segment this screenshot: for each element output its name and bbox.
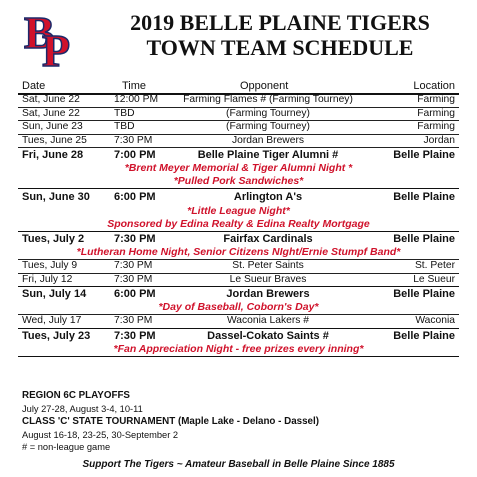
svg-text:P: P (42, 25, 71, 70)
table-row (18, 231, 459, 246)
game-time: TBD (114, 121, 135, 132)
game-time: 6:00 PM (114, 288, 156, 300)
game-time: TBD (114, 107, 135, 119)
game-date: Sun, June 30 (22, 191, 90, 203)
table-row (18, 286, 459, 301)
game-location: Belle Plaine (393, 191, 455, 203)
game-location: Farming (417, 107, 455, 119)
event-note: *Fan Appreciation Night - free prizes every inning* (18, 343, 459, 357)
belle-plaine-logo (20, 8, 78, 70)
game-date: Sun, July 14 (22, 288, 87, 300)
table-row (18, 274, 459, 287)
game-location: St. Peter (414, 260, 455, 271)
header-time: Time (122, 80, 147, 92)
table-row (18, 135, 459, 149)
game-date: Sun, June 23 (22, 121, 83, 132)
game-opponent: (Farming Tourney) (226, 121, 310, 132)
game-date: Tues, July 23 (22, 329, 91, 342)
event-note: *Little League Night* (187, 205, 290, 217)
state-tournament-dates: August 16-18, 23-25, 30-September 2 (22, 429, 179, 440)
game-date: Tues, July 2 (22, 233, 85, 245)
event-note: Sponsored by Edina Realty & Edina Realty Mortgage (107, 218, 370, 230)
event-note: *Lutheran Home Night, Senior Citizens NIght/Ernie Stumpf Band* (18, 246, 459, 260)
table-row (18, 328, 459, 343)
game-time: 7:30 PM (114, 315, 153, 326)
game-time: 7:00 PM (114, 149, 156, 161)
game-time: 7:30 PM (114, 260, 153, 271)
game-time: 7:30 PM (114, 233, 156, 245)
game-location: Farming (417, 94, 455, 105)
game-opponent: Dassel-Cokato Saints # (207, 329, 329, 342)
game-opponent: Arlington A's (233, 191, 303, 203)
legend-note: # = non-league game (22, 442, 111, 453)
game-time: 7:30 PM (114, 134, 153, 146)
game-date: Tues, July 9 (22, 260, 78, 271)
table-row (18, 94, 459, 108)
game-date: Wed, July 17 (22, 315, 82, 326)
game-location: Farming (417, 121, 455, 132)
game-location: Jordan (423, 134, 455, 146)
svg-text:B: B (24, 8, 55, 58)
table-row (18, 121, 459, 135)
game-time: 7:30 PM (114, 273, 153, 285)
game-opponent: Jordan Brewers (231, 134, 305, 146)
game-time: 7:30 PM (114, 329, 156, 342)
game-date: Fri, July 12 (22, 273, 73, 285)
game-opponent: Waconia Lakers # (226, 315, 310, 326)
header-date: Date (22, 80, 46, 92)
event-note: *Day of Baseball, Coborn's Day* (18, 301, 459, 315)
game-opponent: St. Peter Saints (232, 260, 304, 271)
game-location: Belle Plaine (393, 233, 455, 245)
playoff-info (22, 389, 319, 454)
game-location: Belle Plaine (393, 329, 455, 342)
game-opponent: (Farming Tourney) (226, 107, 310, 119)
game-location: Le Sueur (413, 273, 455, 285)
column-headers (18, 80, 459, 94)
game-opponent: Jordan Brewers (226, 288, 310, 300)
game-location: Waconia (415, 315, 455, 326)
game-opponent: Fairfax Cardinals (223, 233, 313, 245)
table-row (18, 315, 459, 328)
game-time: 12:00 PM (114, 94, 159, 105)
page-title (95, 10, 465, 60)
title-line-2: TOWN TEAM SCHEDULE (146, 35, 414, 60)
event-note: *Pulled Pork Sandwiches* (173, 175, 304, 187)
game-opponent: Farming Flames # (Farming Tourney) (183, 94, 353, 105)
schedule-table (18, 94, 459, 357)
table-row (18, 260, 459, 274)
tagline: Support The Tigers ~ Amateur Baseball in Belle Plaine Since 1885 (82, 459, 395, 470)
game-date: Tues, June 25 (22, 134, 87, 146)
game-location: Belle Plaine (393, 288, 455, 300)
table-row (18, 148, 459, 162)
game-date: Sat, June 22 (22, 94, 80, 105)
game-time: 6:00 PM (114, 191, 156, 203)
header-location: Location (413, 80, 455, 92)
game-location: Belle Plaine (393, 149, 455, 161)
header-opponent: Opponent (240, 80, 289, 92)
event-note: *Brent Meyer Memorial & Tiger Alumni Night * (124, 162, 353, 174)
state-tournament-title: CLASS 'C' STATE TOURNAMENT (Maple Lake - Delano - Dassel) (22, 416, 319, 428)
table-row (18, 188, 459, 205)
game-opponent: Belle Plaine Tiger Alumni # (197, 149, 339, 161)
game-date: Sat, June 22 (22, 107, 80, 119)
game-date: Fri, June 28 (22, 149, 84, 161)
game-opponent: Le Sueur Braves (229, 273, 307, 285)
playoffs-title: REGION 6C PLAYOFFS (22, 390, 130, 401)
playoffs-dates: July 27-28, August 3-4, 10-11 (22, 403, 143, 414)
title-line-1: 2019 BELLE PLAINE TIGERS (130, 10, 430, 35)
table-row (18, 108, 459, 122)
